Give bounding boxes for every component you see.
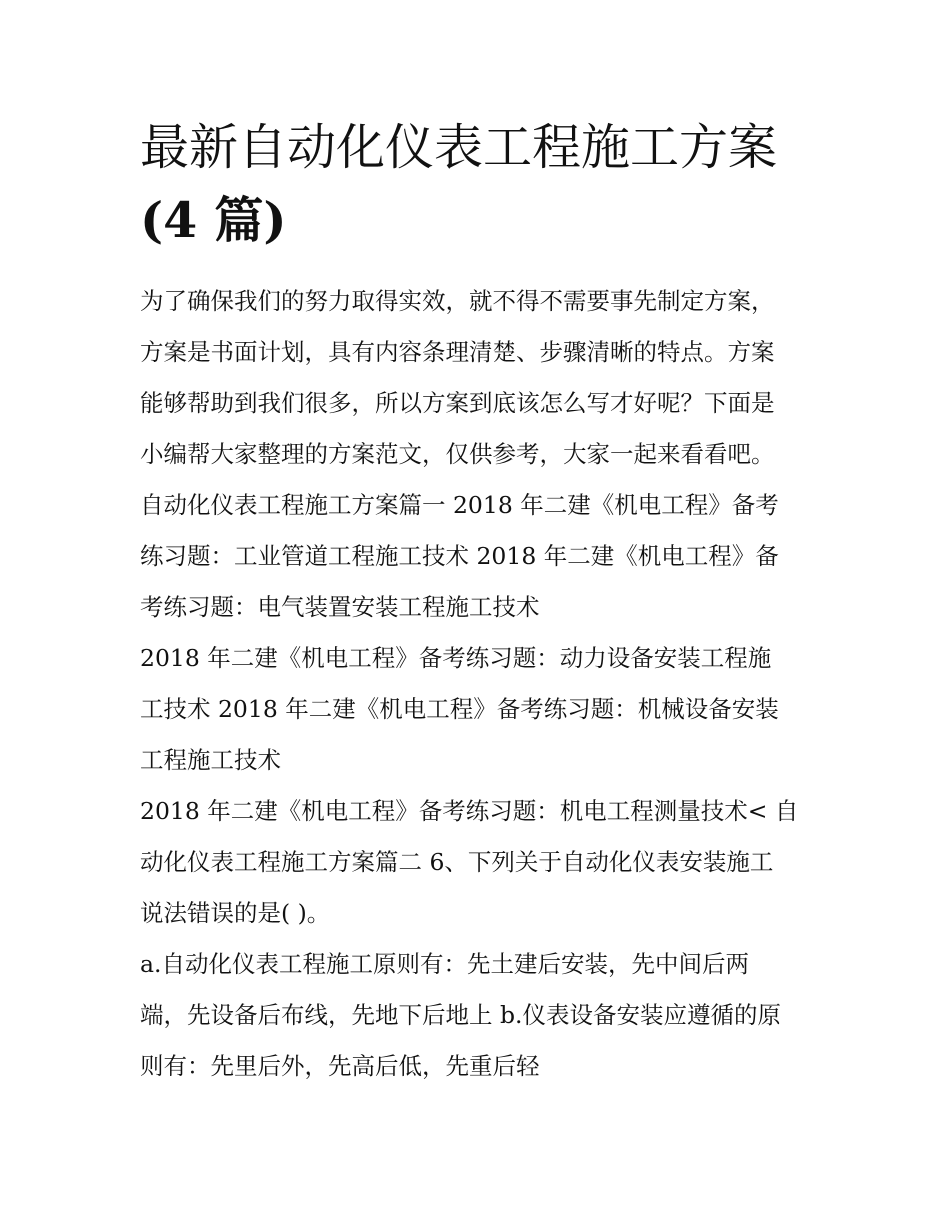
body-line: 端，先设备后布线，先地下后地上 b.仪表设备安装应遵循的原 [140, 1001, 781, 1029]
body-line: 自动化仪表工程施工方案篇一 2018 年二建《机电工程》备考 [140, 491, 779, 519]
title-line: (4 篇) [140, 191, 287, 249]
body-line: 2018 年二建《机电工程》备考练习题：机电工程测量技术< 自 [140, 797, 799, 825]
body-line: 考练习题：电气装置安装工程施工技术 [140, 593, 540, 621]
body-line: 动化仪表工程施工方案篇二 6、下列关于自动化仪表安装施工 [140, 848, 774, 876]
title-line: 最新自动化仪表工程施工方案 [140, 119, 778, 176]
body-line: a.自动化仪表工程施工原则有：先土建后安装，先中间后两 [140, 950, 749, 978]
document-title [140, 112, 840, 256]
body-line: 为了确保我们的努力取得实效，就不得不需要事先制定方案， [140, 287, 775, 315]
body-line: 则有：先里后外，先高后低，先重后轻 [140, 1052, 540, 1080]
body-line: 工程施工技术 [140, 746, 281, 774]
body-line: 2018 年二建《机电工程》备考练习题：动力设备安装工程施 [140, 644, 772, 672]
body-line: 工技术 2018 年二建《机电工程》备考练习题：机械设备安装 [140, 695, 779, 723]
body-line: 说法错误的是( )。 [140, 899, 331, 927]
body-line: 小编帮大家整理的方案范文，仅供参考，大家一起来看看吧。 [140, 440, 775, 468]
body-line: 能够帮助到我们很多，所以方案到底该怎么写才好呢？下面是 [140, 389, 775, 417]
document-body [140, 276, 830, 1092]
body-line: 练习题：工业管道工程施工技术 2018 年二建《机电工程》备 [140, 542, 779, 570]
body-line: 方案是书面计划，具有内容条理清楚、步骤清晰的特点。方案 [140, 338, 775, 366]
